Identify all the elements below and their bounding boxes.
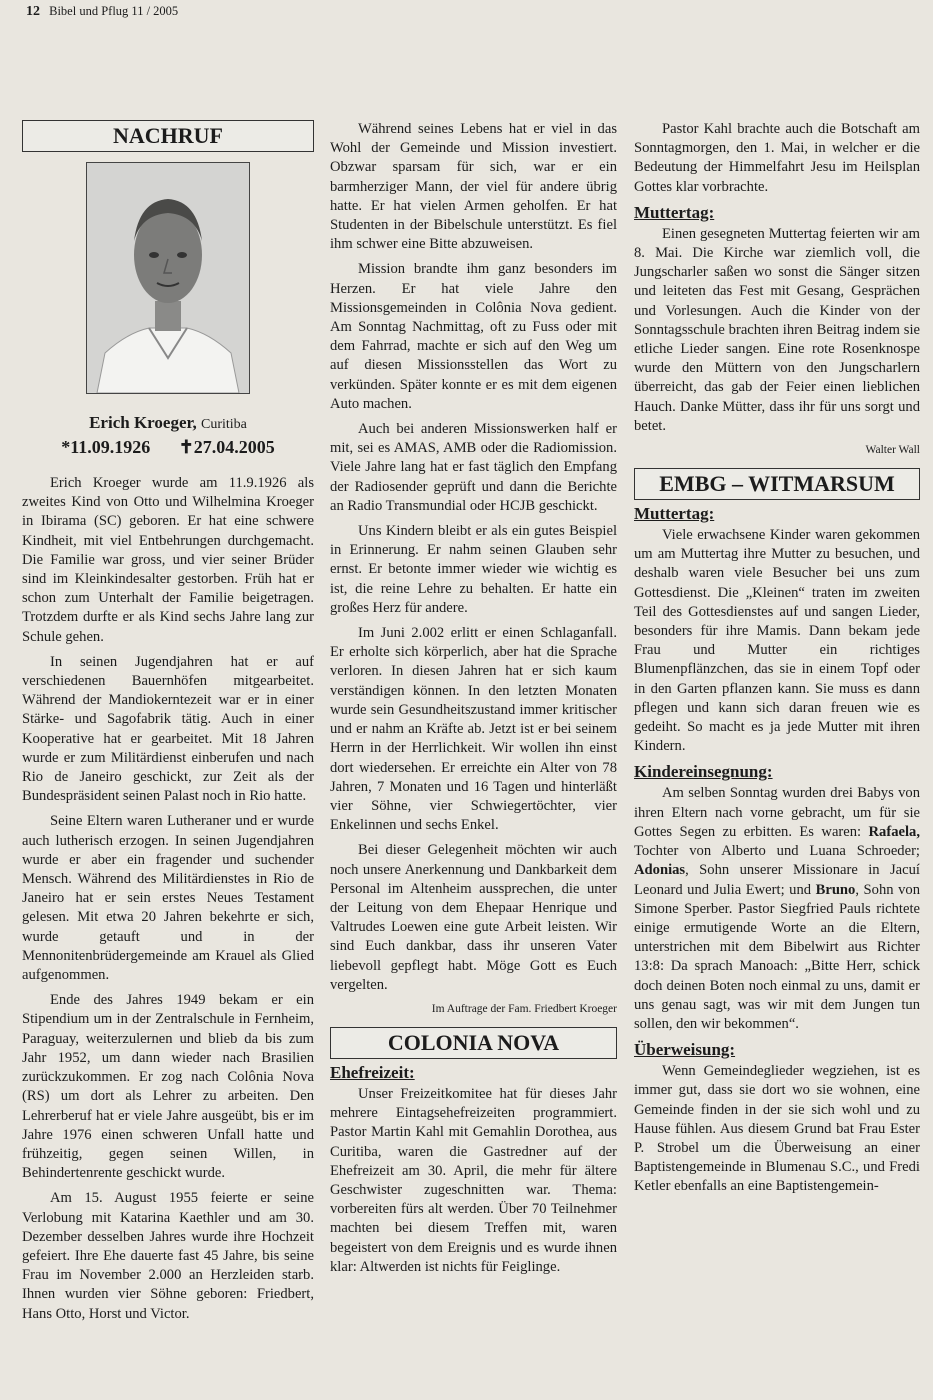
deceased-city: Curitiba	[201, 417, 247, 432]
ueberweisung-text: Wenn Gemeindeglieder wegziehen, ist es immer gut, dass sie dort wo sie wohnen, eine Gemeinde finden in der sie sich wohl und zu Hause fühlen. Aus diesem Grund bat Frau Ester P. Strobel um die Überweisung an einer Baptistengemeinde in Blumenau S.C., und Fredi Ketler ebenfalls an eine Baptistengemein-	[634, 1063, 920, 1195]
obituary-paragraph: Bei dieser Gelegenheit möchten wir auch noch unsere Anerkennung und Dankbarkeit dem Personal im Altenheim aussprechen, die unter der Leitung von dem Ehepaar Henrique und Valtrudes Loewen eine gute Arbeit leisten. Wir sind Euch dankbar, dass ihr unseren Vater liebevoll gepflegt habt. Möge Gott es Euch vergelten.	[330, 842, 617, 993]
obituary-signature: Im Auftrage der Fam. Friedbert Kroeger	[431, 1002, 617, 1015]
obituary-paragraph: Ende des Jahres 1949 bekam er ein Stipendium um in der Zentralschule in Fernheim, Paraguay, weiterzulernen und blieb da bis zum Jahr 1952, um dann wieder nach Brasilien zurückzukommen. Er zog nach Colônia Nova (RS) um dort als Lehrer zu arbeiten. Den Lehrerberuf hat er viele Jahre ausgeübt, bis er im Jahre 1976 einen schweren Unfall hatte und frühzeitig, gegen seinen Willen, in Behindertenrente geschickt wurde.	[22, 992, 314, 1182]
muttertag-heading: Muttertag:	[634, 202, 715, 222]
ehefreizeit-text-2: Pastor Kahl brachte auch die Botschaft am Sonntagmorgen, den 1. Mai, in welcher er die Bedeutung der Himmelfahrt Jesu im Heilsplan Gottes klar vorbrachte.	[634, 121, 920, 195]
portrait-photo	[86, 162, 250, 394]
obituary-paragraph: Erich Kroeger wurde am 11.9.1926 als zweites Kind von Otto und Wilhelmina Kroeger in Ibirama (SC) geboren. Er hat eine schwere Kindheit, mit viel Entbehrungen durchgemacht. Die Familie war gross, und vier seiner Brüder sind im Kleinkindesalter gestorben. Früh hat er schon zum Unterhalt der Familie beigetragen. Trotzdem durfte er als Kind sechs Jahre lang zur Schule gehen.	[22, 475, 314, 645]
obituary-paragraph: Während seines Lebens hat er viel in das Wohl der Gemeinde und Mission investiert. Obzwar sparsam für sich, war er ein barmherziger Mann, der viel für andere übrig hatte. Er hat vielen Armen geholfen. Er hat Studenten in der Bibelschule unterstützt. Es fiel ihm schwer eine Bitte abzuweisen.	[330, 121, 617, 253]
obituary-paragraph: Seine Eltern waren Lutheraner und er wurde auch lutherisch erzogen. In seinen Jugendjahren wurde er aber ein fragender und suchender Mensch. Während des Militärdienstes in Rio de Janeiro hat er sein erstes Neues Testament gelesen. Mit etwa 20 Jahren bekehrte er sich, wurde getauft und in der Mennonitenbrüdergemeinde am Krauel als Glied aufgenommen.	[22, 813, 314, 984]
child-name: Rafaela,	[868, 823, 920, 840]
obituary-paragraph: Im Juni 2.002 erlitt er einen Schlaganfall. Er erholte sich körperlich, aber hat die Sprache verloren. In diesen Jahren hat er sich kaum verständigen können. In den letzten Monaten wurde sein Gesundheitszustand immer kritischer und er nahm an Kräfte ab. Jetzt ist er bei seinem Herrn in der Herrlichkeit. Wir wollen ihn einst dort wiedersehen. Er erreichte ein Alter von 78 Jahren, 7 Monaten und 16 Tagen und hinterläßt vier Söhne, vier Schwiegertöchter, vier Enkelinnen und sechs Enkel.	[330, 625, 617, 834]
publication-title: Bibel und Pflug 11 / 2005	[49, 4, 179, 18]
page-header	[26, 4, 178, 20]
muttertag-text: Einen gesegneten Muttertag feierten wir am 8. Mai. Die Kirche war ziemlich voll, die Jungscharler saßen wo sonst die Sänger sitzen und leiteten das Fest mit Gesang, Gesprächen und Vorlesungen. Auch die Kinder von der Sonntagsschule brachten ihren Beitrag indem sie etliche Lieder sangen. Eine rote Rosenknospe wurde den Müttern von den Jungscharlern überreicht, das gab der Feier einen lieblichen Hauch. Danke Mütter, dass ihr für uns sorgt und betet.	[634, 225, 920, 434]
obituary-paragraph: Am 15. August 1955 feierte er seine Verlobung mit Katarina Kaethler und am 30. Dezember desselben Jahres wurde ihre Hochzeit gefeiert. Ihre Ehe dauerte fast 45 Jahre, bis seine Frau im November 2.000 an Herzleiden starb. Ihnen wurden vier Söhne geboren: Friedbert, Hans Otto, Horst und Victor.	[22, 1190, 314, 1322]
life-dates	[22, 436, 314, 458]
page-number: 12	[26, 4, 40, 19]
death-date: ✝27.04.2005	[178, 437, 275, 457]
ehefreizeit-text: Unser Freizeitkomitee hat für dieses Jahr mehrere Eintagsehefreizeiten programmiert. Pastor Martin Kahl mit Gemahlin Dorothea, aus Curitiba, waren die Gastredner auf der Ehefreizeit am 30. April, die mehr für ältere Geschwister zugeschnitten war. Thema: vorbereiten fürs alt werden. Über 70 Teilnehmer machten bei diesem Treffen mit, waren begeistert von dem Ereignis und es wurde ihnen klar: Altwerden ist nichts für Feiglinge.	[330, 1085, 617, 1275]
colonia-nova-signature: Walter Wall	[865, 444, 920, 457]
obituary-paragraph: Mission brandte ihm ganz besonders im Herzen. Er hat viele Jahre den Missionsgemeinden in Colônia Nova gedient. Am Sonntag Nachmittag, oft zu Fuss oder mit dem Fahrrad, machte er sich auf den Weg um auf diesen Missionsstellen das Wort zu verkünden. Später konnte er es mit dem eigenen Auto machen.	[330, 261, 617, 412]
obituary-paragraph: Auch bei anderen Missionswerken half er mit, sei es AMAS, AMB oder die Radiomission. Viele Jahre lang hat er fast täglich den Empfang der Radiosender geprüft und dann die Berichte an Radio Transmundial oder HCJB geschickt.	[330, 421, 617, 514]
nachruf-title: NACHRUF	[22, 120, 314, 152]
obituary-paragraph: Uns Kindern bleibt er als ein gutes Beispiel in Erinnerung. Er nahm seinen Glauben sehr ernst. Er betonte immer wieder wie wichtig es ist, die reine Lehre zu behalten. Er hatte ein großes Herz für andere.	[330, 523, 617, 616]
child-name: Bruno	[815, 881, 856, 898]
column-2	[330, 120, 617, 1283]
deceased-name: Erich Kroeger, Curitiba	[89, 413, 247, 432]
witmarsum-muttertag-heading: Muttertag:	[634, 504, 715, 524]
column-1	[22, 120, 314, 1330]
witmarsum-muttertag-text: Viele erwachsene Kinder waren gekommen um am Muttertag ihre Mutter zu besuchen, und deshalb waren viele Besucher bei uns zum Gottesdienst. Die „Kleinen“ traten im zweiten Teil des Gottesdienstes auf und sangen Lieder, besonders für ihre Mamis. Dann bekam jede Frau und Mutter ein richtiges Blumenpflänzchen, das sie in einem Topf oder in den Garten pflanzen kann. Sie muss es dann pflegen und kann sich daran freuen wie es gedeiht. So macht es ja jede Mutter mit ihren Kindern.	[634, 527, 920, 755]
column-3	[634, 120, 920, 1203]
obituary-paragraph: In seinen Jugendjahren hat er auf verschiedenen Bauernhöfen mitgearbeitet. Während der Mandiokerntezeit war er in einer Stärke- und Sagofabrik tätig. Auch in einer Kooperative hat er gearbeitet. Mit 18 Jahren wurde er zum Militärdienst einberufen und nach Rio de Janeiro geschickt, zur Zeit als der Bundespräsident seinen Palast noch in Rio hatte.	[22, 653, 314, 805]
witmarsum-title: EMBG – WITMARSUM	[634, 468, 920, 500]
child-name: Adonias	[634, 862, 686, 879]
kindereinsegnung-text: Am selben Sonntag wurden drei Babys von ihren Eltern nach vorne gebracht, um für sie Gottes Segen zu erbitten. Es waren: Rafaela, Tochter von Alberto und Luana Schroeder; Adonias, Sohn unserer Missionare in Jacuí Leonard und Julia Ewert; und Bruno, Sohn von Simone Sperber. Pastor Siegfried Pauls richtete einige ermutigende Worte an die Eltern, unterstrichen mit dem Bibelwirt aus Richter 13:8: Da sprach Manoach: „Bitte Herr, schick doch deinen Boten noch einmal zu uns, damit er uns genau sagt, was wir mit dem Jungen tun sollen, den wir bekommen“.	[634, 785, 921, 1032]
colonia-nova-title: COLONIA NOVA	[330, 1027, 617, 1059]
birth-date: *11.09.1926	[61, 437, 151, 457]
kindereinsegnung-heading: Kindereinsegnung:	[634, 762, 773, 782]
portrait-figure	[87, 163, 249, 393]
ehefreizeit-heading: Ehefreizeit:	[330, 1062, 415, 1082]
ueberweisung-heading: Überweisung:	[634, 1040, 736, 1060]
